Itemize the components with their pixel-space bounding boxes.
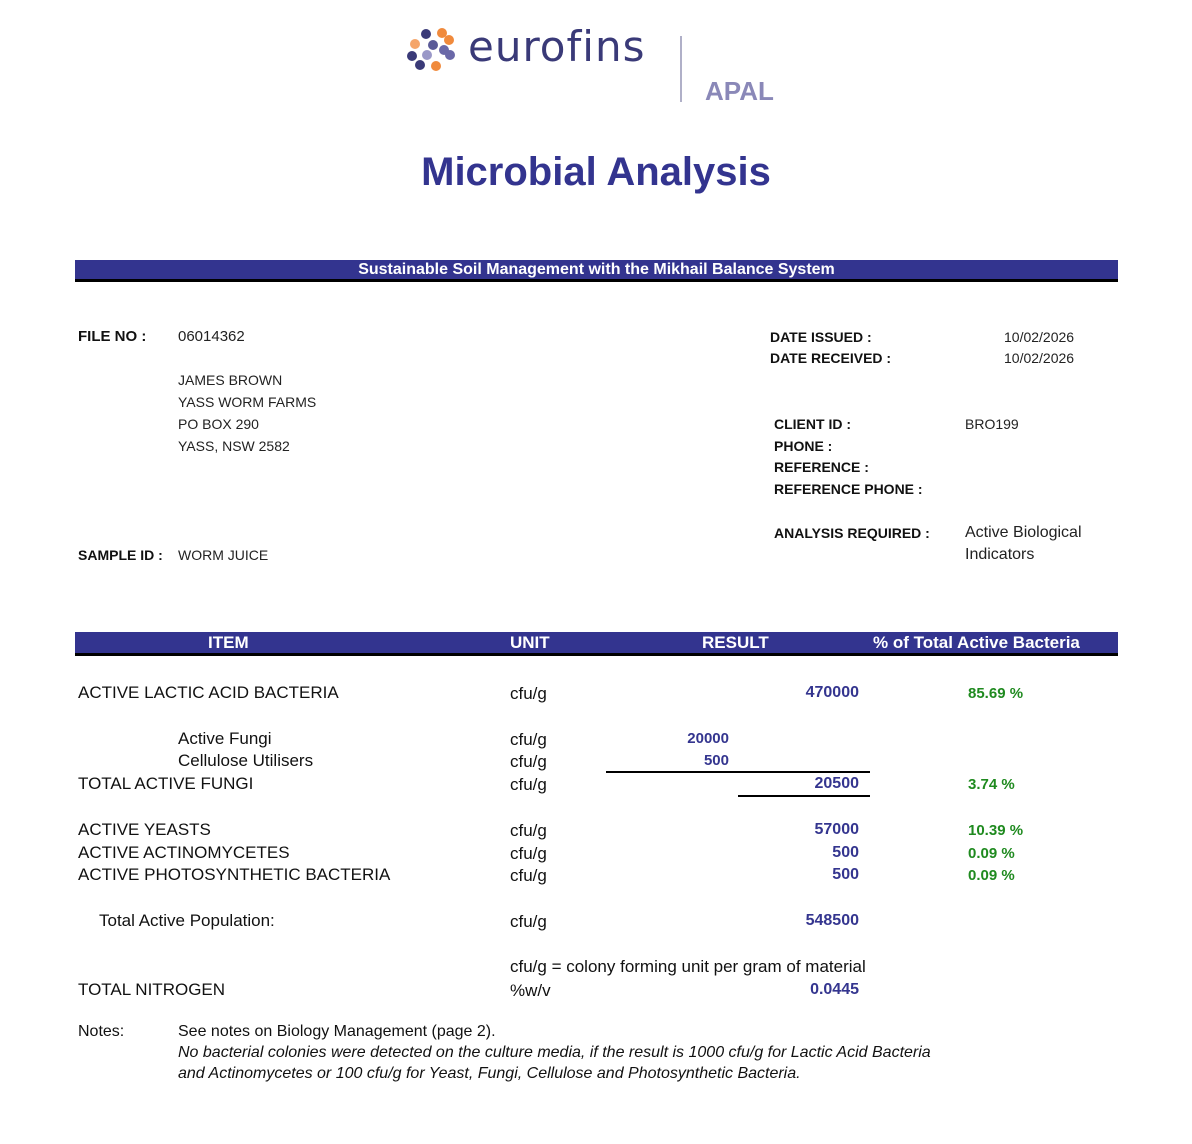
address-line-2: YASS WORM FARMS [178,394,317,410]
row-item: ACTIVE ACTINOMYCETES [78,843,290,862]
reference-phone-label: REFERENCE PHONE : [774,481,923,497]
logo-divider [680,36,682,102]
table-header [75,632,1118,656]
row-item: TOTAL NITROGEN [78,980,226,999]
banner-text: Sustainable Soil Management with the Mikhail Balance System [358,261,835,278]
client-id-value: BRO199 [965,416,1019,432]
address-line-4: YASS, NSW 2582 [178,438,290,454]
row-sub-result: 20000 [687,730,729,747]
row-pct: 0.09 % [968,867,1015,884]
row-result: 500 [832,866,859,883]
subtotal-line [606,771,870,773]
file-no-value: 06014362 [178,328,245,345]
row-unit: cfu/g [510,775,547,794]
date-received-label: DATE RECEIVED : [770,350,892,366]
row-pct: 85.69 % [968,685,1024,702]
notes-line-2: No bacterial colonies were detected on the culture media, if the result is 1000 cfu/g for Lactic Acid Bacteria [178,1044,931,1061]
address-line-1: JAMES BROWN [178,372,283,388]
row-item: Total Active Population: [99,911,275,930]
header-pct: % of Total Active Bacteria [873,633,1080,652]
phone-label: PHONE : [774,438,833,454]
date-issued-value: 10/02/2026 [1004,329,1075,345]
row-result: 548500 [805,912,859,929]
file-no-label: FILE NO : [78,328,147,345]
date-issued-label: DATE ISSUED : [770,329,872,345]
row-item: TOTAL ACTIVE FUNGI [78,774,254,793]
header-result: RESULT [702,633,769,652]
row-result: 20500 [814,775,859,792]
notes-label: Notes: [78,1023,125,1040]
row-unit: cfu/g [510,752,547,771]
row-unit: %w/v [510,981,551,1000]
header-unit: UNIT [510,633,550,652]
row-item: Cellulose Utilisers [178,751,314,770]
address-line-3: PO BOX 290 [178,416,259,432]
header-item: ITEM [208,633,249,652]
row-result: 57000 [814,821,859,838]
client-id-label: CLIENT ID : [774,416,851,432]
analysis-required-line-1: Active Biological [965,524,1082,541]
banner [75,260,1118,282]
row-item: ACTIVE YEASTS [78,820,211,839]
page-title: Microbial Analysis [421,150,771,194]
row-pct: 0.09 % [968,845,1015,862]
sub-brand: APAL [705,76,774,106]
row-result: 500 [832,844,859,861]
notes-line-3: and Actinomycetes or 100 cfu/g for Yeast, Fungi, Cellulose and Photosynthetic Bacteria. [178,1065,801,1082]
row-item: ACTIVE PHOTOSYNTHETIC BACTERIA [78,865,391,884]
logo-dots-icon [406,28,458,72]
sample-id-value: WORM JUICE [178,547,269,563]
row-unit: cfu/g [510,844,547,863]
analysis-required-line-2: Indicators [965,546,1035,563]
date-received-value: 10/02/2026 [1004,350,1075,366]
notes-line-1: See notes on Biology Management (page 2). [178,1023,496,1040]
row-unit: cfu/g [510,866,547,885]
row-unit: cfu/g [510,912,547,931]
unit-note: cfu/g = colony forming unit per gram of material [510,957,866,976]
reference-label: REFERENCE : [774,459,869,475]
row-result: 470000 [805,684,859,701]
row-result: 0.0445 [810,981,859,998]
row-pct: 10.39 % [968,822,1024,839]
row-unit: cfu/g [510,730,547,749]
analysis-required-label: ANALYSIS REQUIRED : [774,525,930,541]
row-pct: 3.74 % [968,776,1015,793]
row-unit: cfu/g [510,684,547,703]
brand-name: eurofins [468,22,646,71]
row-item: ACTIVE LACTIC ACID BACTERIA [78,683,339,702]
sample-id-label: SAMPLE ID : [78,547,163,563]
row-unit: cfu/g [510,821,547,840]
row-sub-result: 500 [703,752,729,769]
row-item: Active Fungi [178,729,272,748]
total-line [738,795,870,797]
